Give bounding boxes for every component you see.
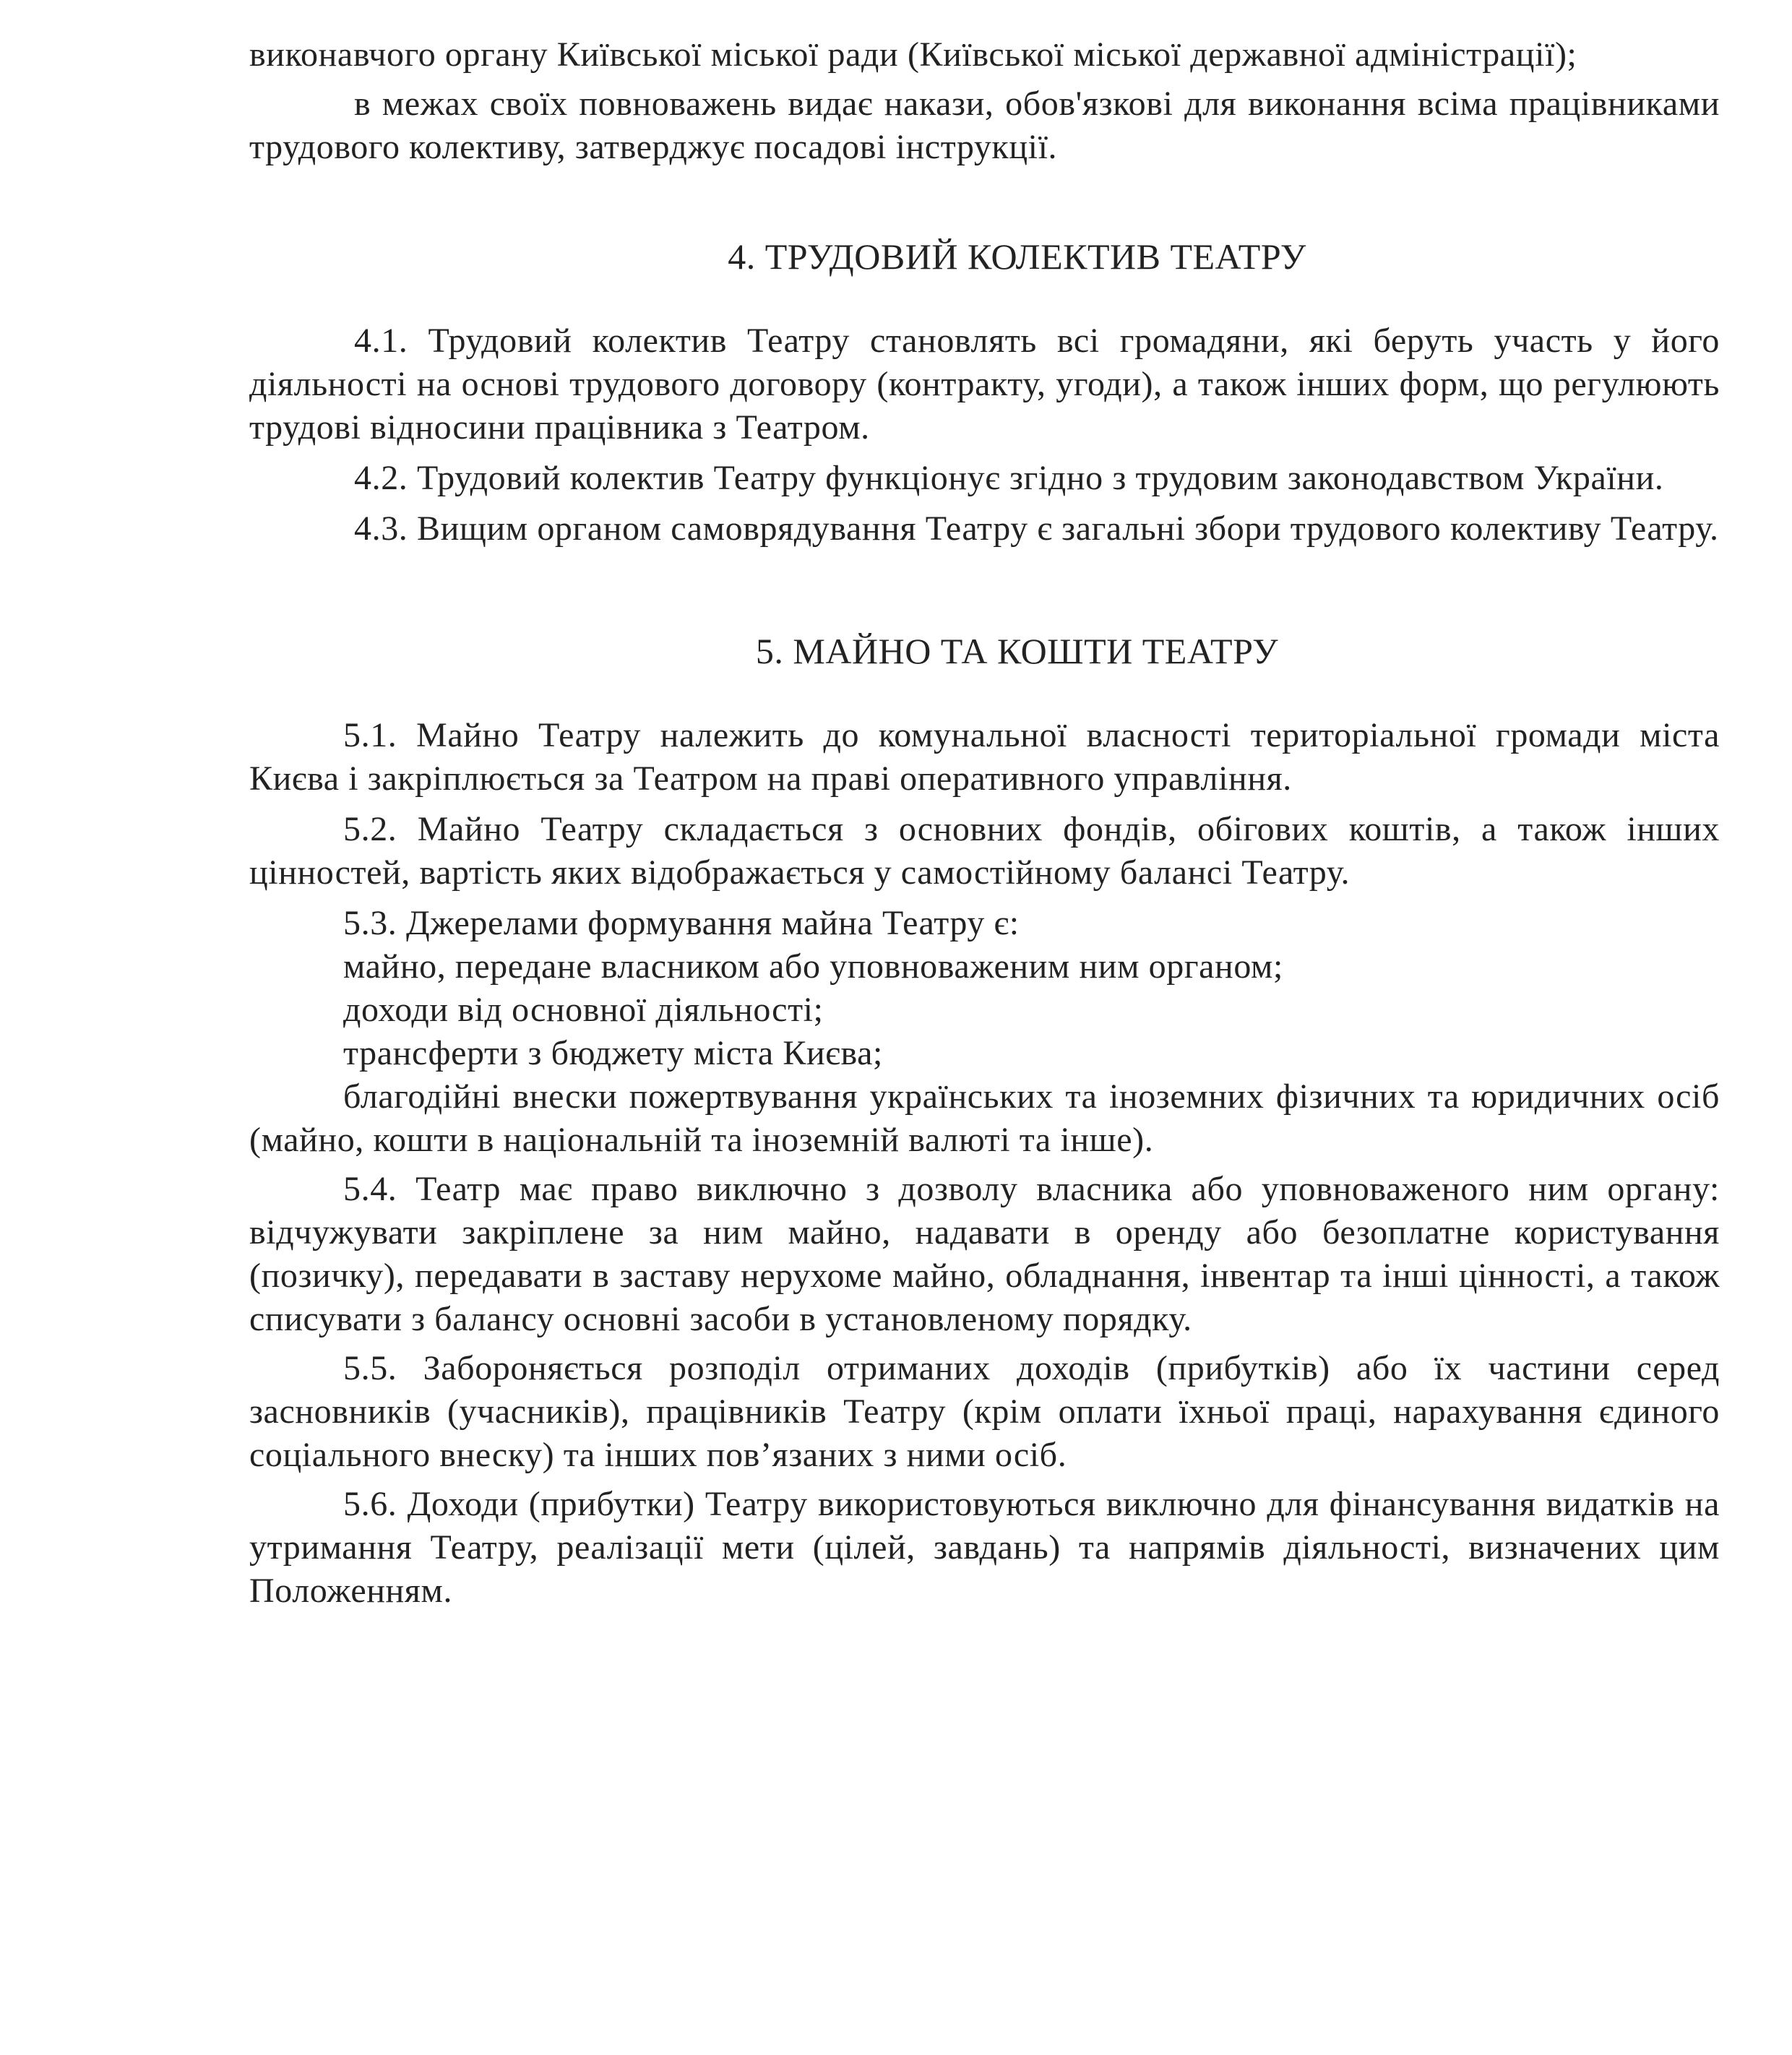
paragraph-4-2: 4.2. Трудовий колектив Театру функціонує згідно з трудовим законодавством України.: [354, 459, 1664, 497]
source-item-last: благодійні внески пожертвування українських та іноземних фізичних та юридичних осіб (майно, кошти в національній та іноземній валюті та інше).: [249, 1077, 1720, 1159]
paragraph-5-3: 5.3. Джерелами формування майна Театру є:: [343, 904, 1020, 942]
paragraph-5-6: 5.6. Доходи (прибутки) Театру використовуються виключно для фінансування видатків на утримання Театру, реалізації мети (цілей, завдань) та напрямів діяльності, визначених цим Положенням.: [249, 1485, 1720, 1610]
paragraph-5-2: 5.2. Майно Театру складається з основних фондів, обігових коштів, а також інших цінностей, вартість яких відображається у самостійному балансі Театру.: [249, 810, 1720, 892]
section-5-title: 5. МАЙНО ТА КОШТИ ТЕАТРУ: [755, 631, 1279, 671]
paragraph-4-3: 4.3. Вищим органом самоврядування Театру є загальні збори трудового колективу Театру.: [354, 509, 1719, 548]
paragraph-5-4: 5.4. Театр має право виключно з дозволу власника або уповноваженого ним органу: відчужувати закріплене за ним майно, надавати в оренду або безоплатне користування (позичку), передавати в заставу нерухоме майно, обладнання, інвентар та інші цінності, а також списувати з балансу основні засоби в установленому порядку.: [249, 1170, 1720, 1338]
intro-orders: в межах своїх повноважень видає накази, обов'язкові для виконання всіма працівниками трудового колективу, затверджує посадові інструкції.: [249, 85, 1720, 166]
paragraph-4-1: 4.1. Трудовий колектив Театру становлять всі громадяни, які беруть участь у його діяльності на основі трудового договору (контракту, угоди), а також інших форм, що регулюють трудові відносини працівника з Театром.: [249, 322, 1720, 447]
source-item: трансферти з бюджету міста Києва;: [343, 1034, 883, 1072]
intro-continuation: виконавчого органу Київської міської ради (Київської міської державної адміністрації);: [249, 35, 1577, 74]
source-item: майно, передане власником або уповноваженим ним органом;: [343, 947, 1283, 986]
paragraph-5-1: 5.1. Майно Театру належить до комунальної власності територіальної громади міста Києва і закріплюється за Театром на праві оперативного управління.: [249, 716, 1720, 798]
paragraph-5-5: 5.5. Забороняється розподіл отриманих доходів (прибутків) або їх частини серед засновників (учасників), працівників Театру (крім оплати їхньої праці, нарахування єдиного соціального внеску) та інших пов’язаних з ними осіб.: [249, 1349, 1720, 1474]
section-4-title: 4. ТРУДОВИЙ КОЛЕКТИВ ТЕАТРУ: [728, 236, 1306, 277]
source-item: доходи від основної діяльності;: [343, 991, 824, 1029]
